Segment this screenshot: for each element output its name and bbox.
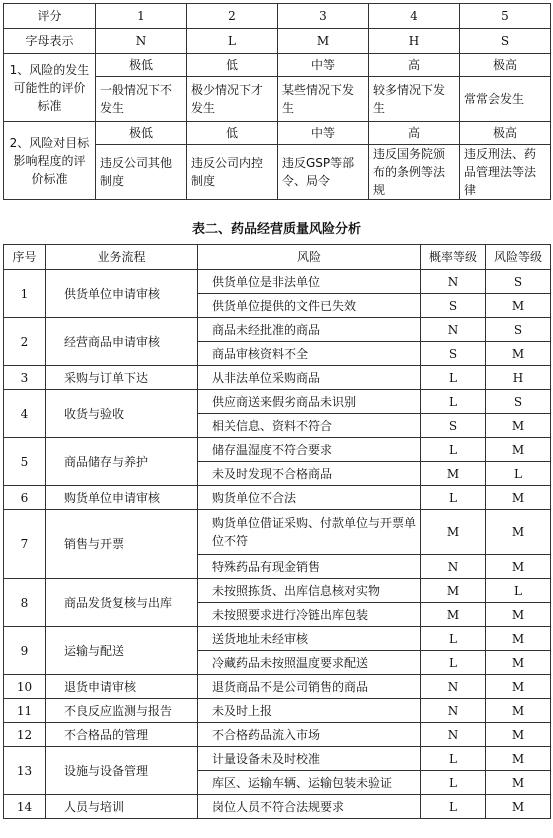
possibility-desc-4: 较多情况下发生	[369, 77, 460, 122]
row-risk: 相关信息、资料不符合	[198, 414, 421, 438]
impact-desc-4: 违反国务院颁布的条例等法规	[369, 145, 460, 200]
table-caption: 表二、药品经营质量风险分析	[191, 222, 361, 237]
row-flow: 经营商品申请审核	[46, 318, 198, 366]
row-flow: 不良反应监测与报告	[46, 699, 198, 723]
row-level: M	[486, 771, 551, 795]
row-index: 13	[4, 747, 46, 795]
risk-criteria-table	[3, 3, 551, 200]
impact-level-2: 低	[187, 122, 278, 145]
row-level: M	[486, 651, 551, 675]
header-risk: 风险	[198, 245, 421, 270]
impact-level-row	[4, 122, 551, 145]
row-level: M	[486, 486, 551, 510]
row-prob: N	[421, 675, 486, 699]
header-prob: 概率等级	[421, 245, 486, 270]
row-level: M	[486, 699, 551, 723]
row-risk: 送货地址未经审核	[198, 627, 421, 651]
row-level: S	[486, 390, 551, 414]
row-risk: 未及时发现不合格商品	[198, 462, 421, 486]
row-level: L	[486, 579, 551, 603]
row-risk: 未及时上报	[198, 699, 421, 723]
table-row	[4, 510, 551, 555]
row-level: M	[486, 723, 551, 747]
score-1: 1	[96, 4, 187, 29]
row-prob: L	[421, 747, 486, 771]
row-risk: 未按照拣货、出库信息核对实物	[198, 579, 421, 603]
row-prob: M	[421, 510, 486, 555]
score-label: 评分	[4, 4, 96, 29]
row-index: 6	[4, 486, 46, 510]
row-risk: 特殊药品有现金销售	[198, 555, 421, 579]
row-risk: 供货单位提供的文件已失效	[198, 294, 421, 318]
possibility-label: 1、风险的发生可能性的评价标准	[4, 54, 96, 122]
table-row	[4, 390, 551, 414]
row-prob: S	[421, 414, 486, 438]
table-row	[4, 675, 551, 699]
possibility-level-4: 高	[369, 54, 460, 77]
row-prob: L	[421, 486, 486, 510]
row-risk: 退货商品不是公司销售的商品	[198, 675, 421, 699]
row-level: M	[486, 414, 551, 438]
letter-label: 字母表示	[4, 29, 96, 54]
row-prob: N	[421, 270, 486, 294]
row-flow: 采购与订单下达	[46, 366, 198, 390]
score-header-row	[4, 4, 551, 29]
letter-4: H	[369, 29, 460, 54]
possibility-level-5: 极高	[460, 54, 551, 77]
impact-label: 2、风险对目标影响程度的评价标准	[4, 122, 96, 200]
row-prob: L	[421, 366, 486, 390]
row-index: 5	[4, 438, 46, 486]
table-row	[4, 699, 551, 723]
row-prob: L	[421, 390, 486, 414]
score-3: 3	[278, 4, 369, 29]
row-risk: 储存温湿度不符合要求	[198, 438, 421, 462]
risk-analysis-table	[3, 244, 551, 819]
row-index: 1	[4, 270, 46, 318]
letter-2: L	[187, 29, 278, 54]
row-level: H	[486, 366, 551, 390]
row-index: 9	[4, 627, 46, 675]
row-risk: 商品审核资料不全	[198, 342, 421, 366]
table-row	[4, 270, 551, 294]
row-flow: 商品储存与养护	[46, 438, 198, 486]
row-level: L	[486, 462, 551, 486]
possibility-level-2: 低	[187, 54, 278, 77]
row-index: 12	[4, 723, 46, 747]
letter-3: M	[278, 29, 369, 54]
row-flow: 运输与配送	[46, 627, 198, 675]
row-flow: 人员与培训	[46, 795, 198, 819]
row-prob: L	[421, 627, 486, 651]
row-risk: 计量设备未及时校准	[198, 747, 421, 771]
row-index: 7	[4, 510, 46, 579]
possibility-desc-2: 极少情况下才发生	[187, 77, 278, 122]
row-risk: 库区、运输车辆、运输包装未验证	[198, 771, 421, 795]
row-prob: M	[421, 579, 486, 603]
possibility-desc-1: 一般情况下不发生	[96, 77, 187, 122]
row-prob: N	[421, 699, 486, 723]
header-index: 序号	[4, 245, 46, 270]
table-row	[4, 795, 551, 819]
row-risk: 冷藏药品未按照温度要求配送	[198, 651, 421, 675]
row-level: M	[486, 747, 551, 771]
row-risk: 岗位人员不符合法规要求	[198, 795, 421, 819]
score-2: 2	[187, 4, 278, 29]
letter-row	[4, 29, 551, 54]
risk-analysis-header-row	[4, 245, 551, 270]
row-level: M	[486, 555, 551, 579]
row-level: S	[486, 318, 551, 342]
row-index: 10	[4, 675, 46, 699]
row-prob: N	[421, 318, 486, 342]
row-level: M	[486, 510, 551, 555]
row-index: 11	[4, 699, 46, 723]
row-level: M	[486, 603, 551, 627]
table-row	[4, 366, 551, 390]
impact-level-1: 极低	[96, 122, 187, 145]
impact-level-3: 中等	[278, 122, 369, 145]
row-prob: M	[421, 603, 486, 627]
row-prob: L	[421, 438, 486, 462]
possibility-desc-5: 常常会发生	[460, 77, 551, 122]
row-prob: L	[421, 651, 486, 675]
row-level: M	[486, 795, 551, 819]
letter-1: N	[96, 29, 187, 54]
row-risk: 商品未经批准的商品	[198, 318, 421, 342]
row-risk: 供应商送来假劣商品未识别	[198, 390, 421, 414]
impact-level-5: 极高	[460, 122, 551, 145]
row-flow: 供货单位申请审核	[46, 270, 198, 318]
impact-desc-1: 违反公司其他制度	[96, 145, 187, 200]
impact-desc-2: 违反公司内控制度	[187, 145, 278, 200]
row-index: 4	[4, 390, 46, 438]
header-flow: 业务流程	[46, 245, 198, 270]
possibility-level-3: 中等	[278, 54, 369, 77]
row-prob: L	[421, 795, 486, 819]
row-level: S	[486, 270, 551, 294]
row-risk: 从非法单位采购商品	[198, 366, 421, 390]
row-risk: 不合格药品流入市场	[198, 723, 421, 747]
row-flow: 销售与开票	[46, 510, 198, 579]
header-level: 风险等级	[486, 245, 551, 270]
table-row	[4, 627, 551, 651]
possibility-desc-3: 某些情况下发生	[278, 77, 369, 122]
impact-desc-3: 违反GSP等部令、局令	[278, 145, 369, 200]
table-row	[4, 579, 551, 603]
row-risk: 供货单位是非法单位	[198, 270, 421, 294]
row-flow: 购货单位申请审核	[46, 486, 198, 510]
impact-level-4: 高	[369, 122, 460, 145]
row-level: M	[486, 627, 551, 651]
table-row	[4, 486, 551, 510]
row-prob: M	[421, 462, 486, 486]
score-5: 5	[460, 4, 551, 29]
table-row	[4, 747, 551, 771]
row-risk: 未按照要求进行冷链出库包装	[198, 603, 421, 627]
table-row	[4, 318, 551, 342]
row-prob: N	[421, 723, 486, 747]
row-flow: 不合格品的管理	[46, 723, 198, 747]
table-row	[4, 438, 551, 462]
score-4: 4	[369, 4, 460, 29]
row-index: 3	[4, 366, 46, 390]
impact-desc-5: 违反刑法、药品管理法等法律	[460, 145, 551, 200]
row-index: 14	[4, 795, 46, 819]
letter-5: S	[460, 29, 551, 54]
row-index: 8	[4, 579, 46, 627]
row-flow: 退货申请审核	[46, 675, 198, 699]
possibility-level-row	[4, 54, 551, 77]
table-row	[4, 723, 551, 747]
row-risk: 购货单位借证采购、付款单位与开票单位不符	[198, 510, 421, 555]
row-prob: N	[421, 555, 486, 579]
row-level: M	[486, 438, 551, 462]
row-prob: S	[421, 294, 486, 318]
row-index: 2	[4, 318, 46, 366]
row-prob: L	[421, 771, 486, 795]
row-flow: 设施与设备管理	[46, 747, 198, 795]
possibility-level-1: 极低	[96, 54, 187, 77]
row-level: M	[486, 342, 551, 366]
row-flow: 商品发货复核与出库	[46, 579, 198, 627]
row-level: M	[486, 294, 551, 318]
row-flow: 收货与验收	[46, 390, 198, 438]
row-risk: 购货单位不合法	[198, 486, 421, 510]
row-prob: S	[421, 342, 486, 366]
row-level: M	[486, 675, 551, 699]
